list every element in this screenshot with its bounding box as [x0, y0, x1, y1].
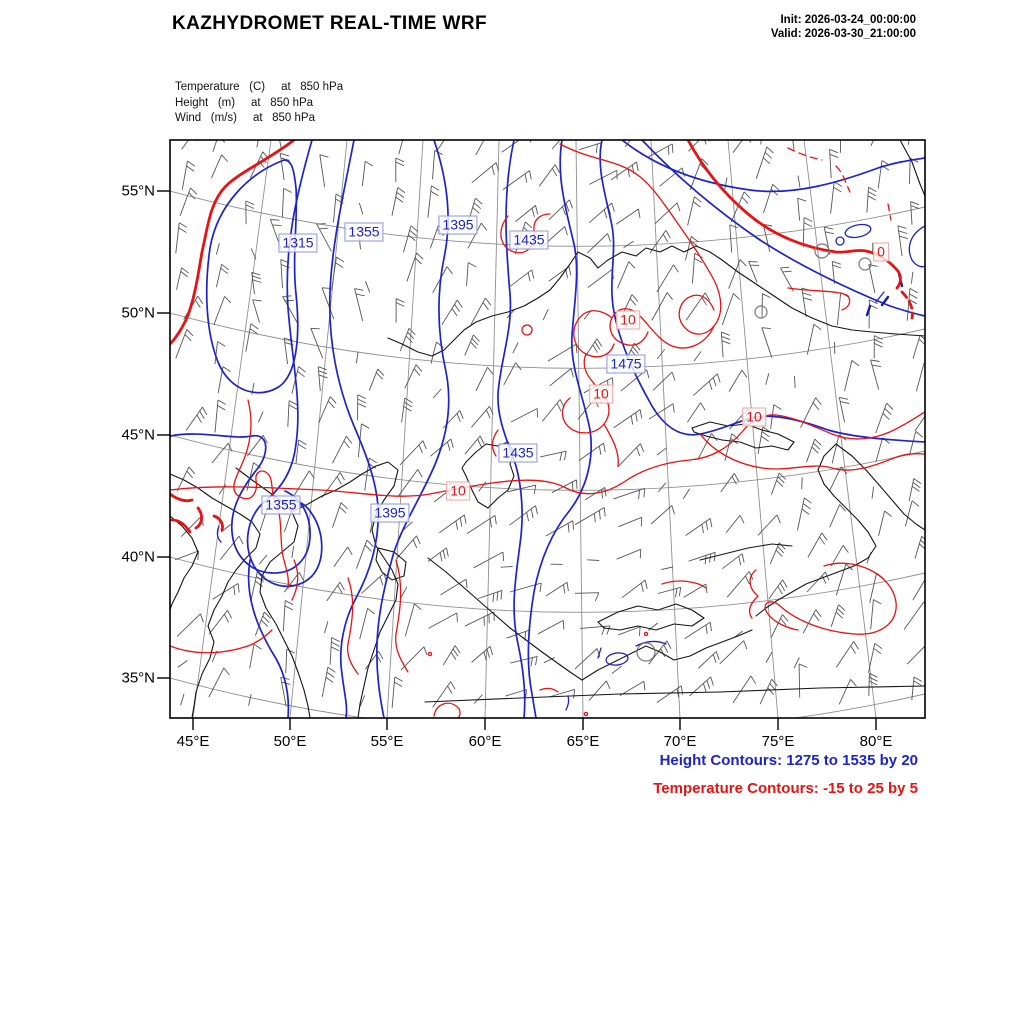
station-markers	[637, 244, 871, 661]
lat-tick-label: 50°N	[121, 304, 155, 322]
lon-tick-label: 70°E	[663, 733, 697, 750]
temperature-contour-label: 10	[446, 482, 470, 501]
height-contour-label: 1435	[498, 444, 537, 463]
lat-tick-label: 55°N	[121, 182, 155, 200]
height-contour-label: 1315	[278, 234, 317, 253]
wind-barbs	[175, 113, 935, 708]
height-contour-label: 1475	[606, 355, 645, 374]
height-contour-label: 1435	[509, 231, 548, 250]
lon-tick-label: 65°E	[566, 733, 600, 750]
init-time: Init: 2026-03-24_00:00:00	[780, 14, 916, 26]
height-contour-range: Height Contours: 1275 to 1535 by 20	[659, 752, 918, 769]
height-contour-label: 1355	[261, 496, 300, 515]
page-title: KAZHYDROMET REAL-TIME WRF	[172, 13, 488, 34]
height-contour-label: 1395	[438, 216, 477, 235]
lon-tick-label: 45°E	[176, 733, 210, 750]
valid-time: Valid: 2026-03-30_21:00:00	[770, 28, 916, 40]
height-contour-label: 1355	[344, 223, 383, 242]
lon-tick-label: 80°E	[859, 733, 893, 750]
lon-tick-label: 60°E	[468, 733, 502, 750]
temperature-contour-label: 10	[589, 385, 613, 404]
lon-tick-label: 75°E	[761, 733, 795, 750]
lon-tick-label: 55°E	[370, 733, 404, 750]
temperature-contour-label: 0	[873, 243, 889, 262]
legend-wind: Wind (m/s) at 850 hPa	[175, 112, 315, 124]
lon-tick-label: 50°E	[273, 733, 307, 750]
temperature-contour-label: 10	[742, 408, 766, 427]
temperature-contour-range: Temperature Contours: -15 to 25 by 5	[653, 780, 918, 797]
graticule-lines	[170, 140, 925, 733]
temperature-contour-label: 10	[616, 311, 640, 330]
lat-tick-label: 45°N	[121, 426, 155, 444]
legend-temperature: Temperature (C) at 850 hPa	[175, 81, 344, 93]
legend-height: Height (m) at 850 hPa	[175, 96, 314, 109]
lat-tick-label: 40°N	[121, 548, 155, 566]
height-contour-label: 1395	[370, 504, 409, 523]
lat-tick-label: 35°N	[121, 669, 155, 687]
